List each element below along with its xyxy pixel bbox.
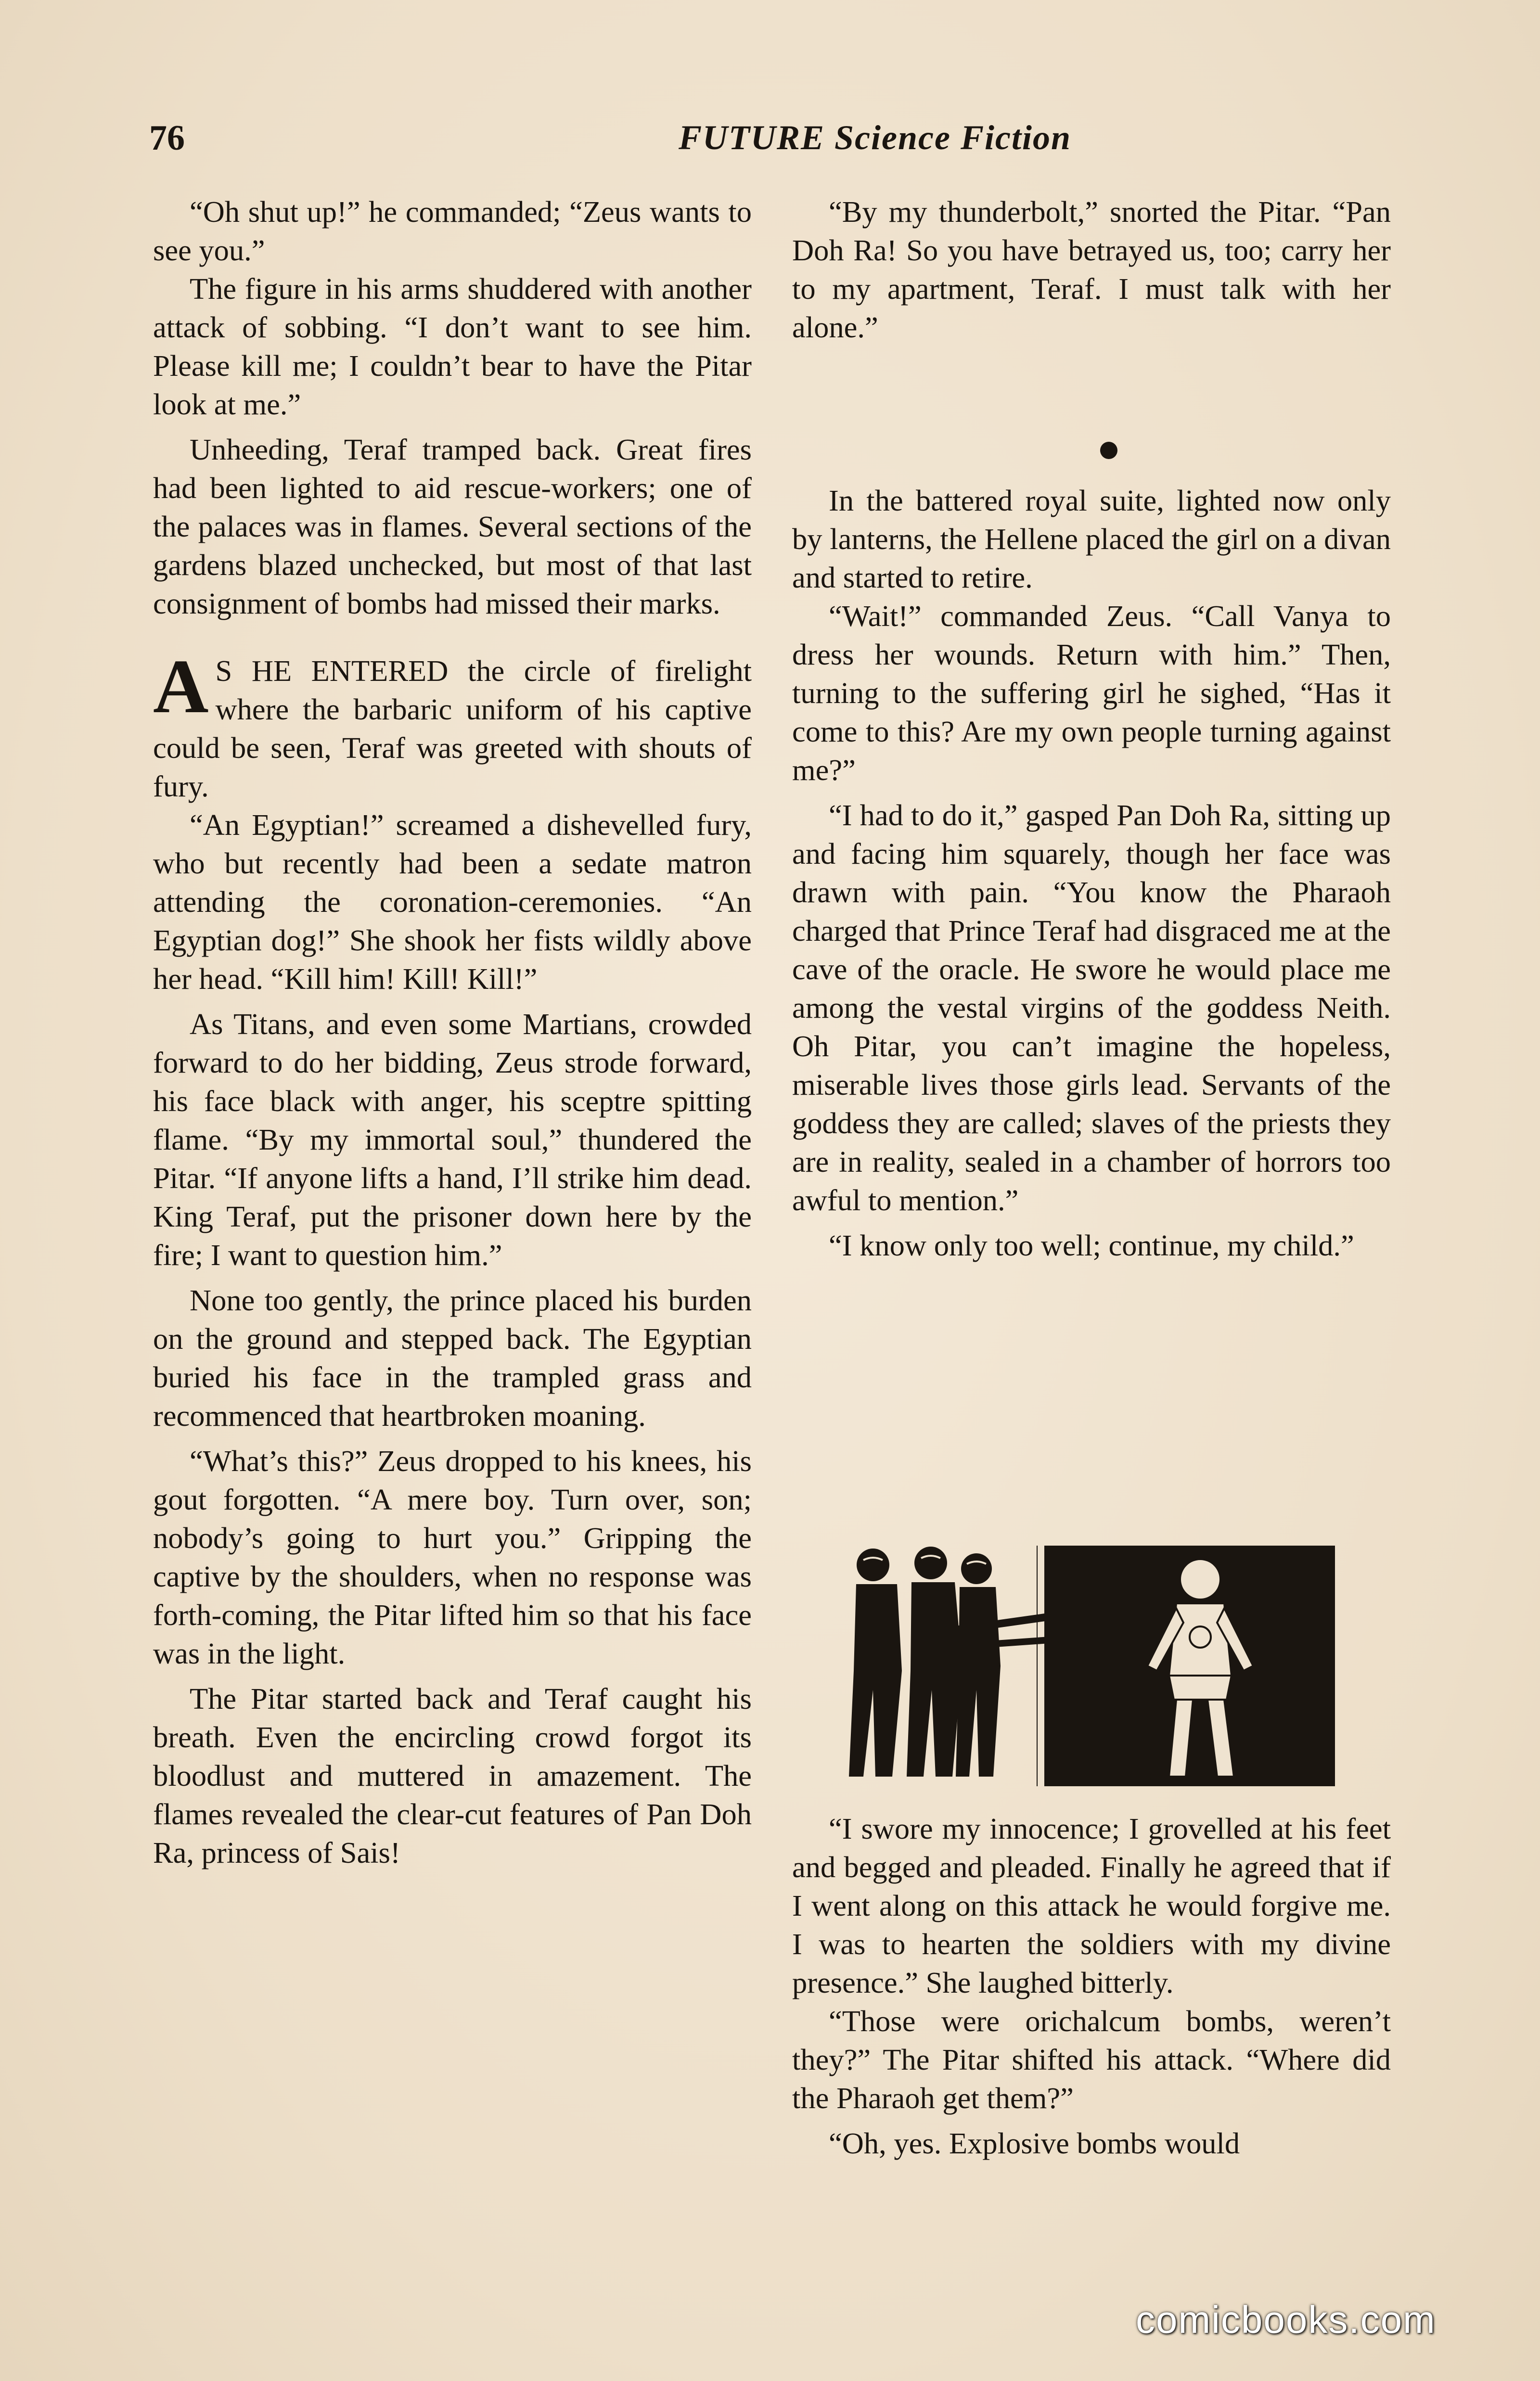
- soldiers-group: [849, 1547, 1056, 1777]
- paragraph: As Titans, and even some Martians, crowded forward to do her bidding, Zeus strode forward, his face black with anger, his sceptre spitting flame. “By my immortal soul,” thundered the Pitar. “If anyone lifts a hand, I’ll strike him dead. King Teraf, put the prisoner down here by the fire; I want to question him.”: [153, 1007, 752, 1272]
- drop-cap: A: [153, 643, 209, 729]
- paragraph: “What’s this?” Zeus dropped to his knees, his gout forgotten. “A mere boy. Turn over, son; nobody’s going to hurt you.” Gripping the captive by the shoulders, when no response was forth-coming, the Pitar lifted him so that his face was in the light.: [153, 1444, 752, 1670]
- soldier-helmet: [914, 1547, 947, 1579]
- paragraph: “An Egyptian!” screamed a dishevelled fury, who but recently had been a sedate matron attending the coronation-ceremonies. “An Egyptian dog!” She shook her fists wildly above her head. “Kill him! Kill! Kill!”: [153, 808, 752, 996]
- paragraph: “By my thunderbolt,” snorted the Pitar. “Pan Doh Ra! So you have betrayed us, too; carry her to my apartment, Teraf. I must talk with her alone.”: [792, 195, 1391, 344]
- site-watermark: comicbooks.com: [1136, 2298, 1436, 2341]
- paragraph: “I swore my innocence; I grovelled at his feet and begged and pleaded. Finally he agreed that if I went along on this attack he would forgive me. I was to hearten the soldiers with my divine presence.” She laughed bitterly.: [792, 1812, 1391, 1999]
- page-number: 76: [149, 118, 185, 158]
- right-column: [792, 192, 1391, 1265]
- paragraph: “Wait!” commanded Zeus. “Call Vanya to dress her wounds. Return with him.” Then, turning to the suffering girl he sighed, “Has it come to this? Are my own people turning against me?”: [792, 599, 1391, 787]
- running-head: FUTURE Science Fiction: [679, 118, 1071, 157]
- soldier-helmet: [857, 1549, 889, 1581]
- door-frame: [1038, 1546, 1044, 1786]
- soldier-body: [956, 1587, 1001, 1777]
- paragraph: Unheeding, Teraf tramped back. Great fires had been lighted to aid rescue-workers; one of the palaces was in flames. Several sections of the gardens blazed unchecked, but most of that last consignment of bombs had missed their marks.: [153, 433, 752, 620]
- paragraph: “Those were orichalcum bombs, weren’t they?” The Pitar shifted his attack. “Where did the Pharaoh get them?”: [792, 2004, 1391, 2115]
- paragraph: “Oh shut up!” he commanded; “Zeus wants to see you.”: [153, 195, 752, 267]
- paragraph: The Pitar started back and Teraf caught his breath. Even the encircling crowd forgot its bloodlust and muttered in amazement. The flames revealed the clear-cut features of Pan Doh Ra, princess of Sais!: [153, 1682, 752, 1869]
- paragraph: In the battered royal suite, lighted now only by lanterns, the Hellene placed the girl on a divan and started to retire.: [792, 484, 1391, 594]
- paragraph: “I had to do it,” gasped Pan Doh Ra, sitting up and facing him squarely, though her face was drawn with pain. “You know the Pharaoh charged that Prince Teraf had disgraced me at the cave of the oracle. He swore he would place me among the vestal virgins of the goddess Neith. Oh Pitar, you can’t imagine the hopeless, miserable lives those girls lead. Servants of the goddess they are called; slaves of the priests they are in reality, sealed in a chamber of horrors too awful to mention.”: [792, 798, 1391, 1217]
- drop-cap-paragraph: [153, 643, 752, 806]
- section-break: [792, 346, 1391, 481]
- section-separator-dot: [1100, 442, 1117, 459]
- soldier-helmet: [961, 1553, 992, 1584]
- drop-cap-text: S HE ENTERED the circle of firelight where the barbaric uniform of his captive could be seen, Teraf was greeted with shouts of fury.: [153, 654, 752, 803]
- page-header: [149, 118, 1400, 171]
- right-column-bottom: [792, 1809, 1391, 2163]
- left-column: [153, 192, 752, 1872]
- paragraph: “Oh, yes. Explosive bombs would: [829, 2126, 1240, 2160]
- paragraph: “I know only too well; continue, my child.”: [829, 1229, 1354, 1262]
- paragraph: None too gently, the prince placed his burden on the ground and stepped back. The Egyptian buried his face in the trampled grass and recommenced that heartbroken moaning.: [153, 1283, 752, 1433]
- soldier-body: [907, 1582, 962, 1777]
- story-illustration: [830, 1546, 1335, 1786]
- soldier-body: [849, 1584, 902, 1777]
- paragraph: The figure in his arms shuddered with another attack of sobbing. “I don’t want to see him. Please kill me; I couldn’t bear to have the Pitar look at me.”: [153, 272, 752, 421]
